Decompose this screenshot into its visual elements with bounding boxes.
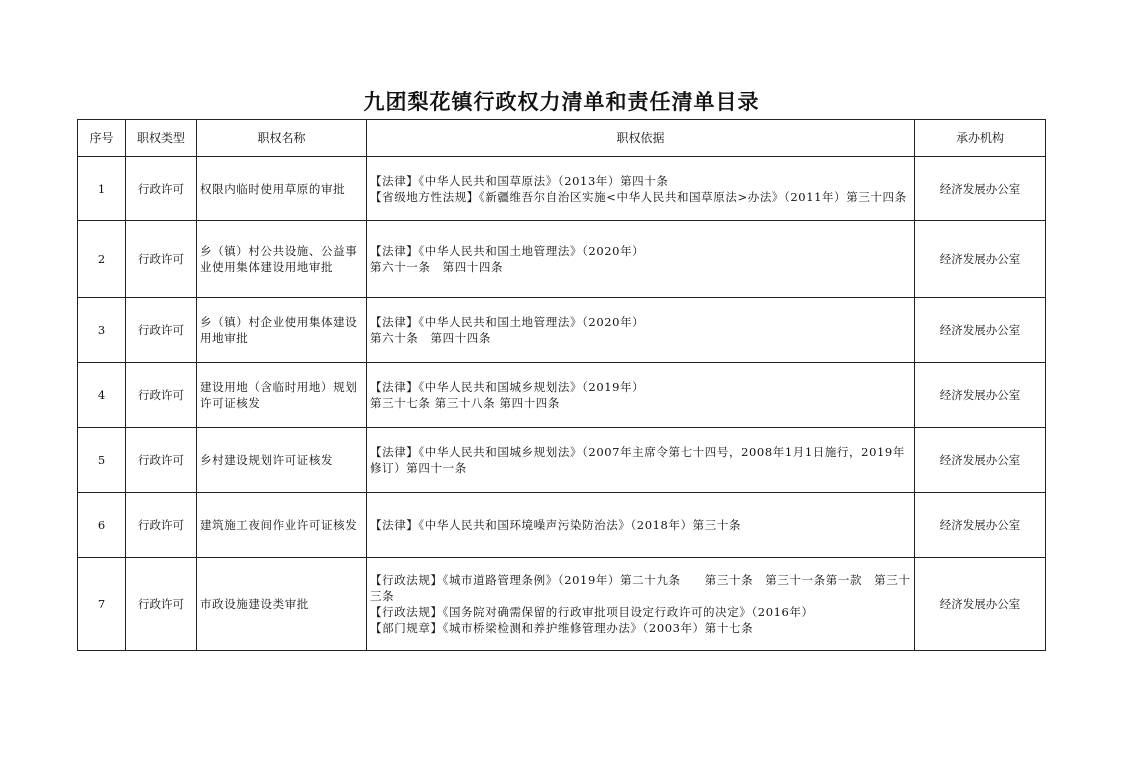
table-row: [78, 428, 1046, 493]
cell-dept: 经济发展办公室: [915, 298, 1046, 363]
cell-dept: 经济发展办公室: [915, 363, 1046, 428]
cell-basis: [367, 221, 915, 298]
cell-dept: 经济发展办公室: [915, 428, 1046, 493]
basis-line: 【省级地方性法规】《新疆维吾尔自治区实施<中华人民共和国草原法>办法》（2011年）第三十四条: [370, 189, 907, 204]
cell-name: 建设用地（含临时用地）规划许可证核发: [197, 363, 367, 428]
cell-dept: 经济发展办公室: [915, 221, 1046, 298]
header-type: 职权类型: [126, 120, 197, 157]
table-row: [78, 298, 1046, 363]
basis-line: 第六十一条 第四十四条: [370, 260, 504, 274]
cell-dept: 经济发展办公室: [915, 558, 1046, 651]
basis-line: 【法律】《中华人民共和国土地管理法》（2020年）: [370, 315, 645, 329]
cell-name: 乡（镇）村企业使用集体建设用地审批: [197, 298, 367, 363]
cell-type: 行政许可: [126, 558, 197, 651]
cell-name: 权限内临时使用草原的审批: [197, 157, 367, 221]
cell-basis: [367, 428, 915, 493]
cell-type: 行政许可: [126, 363, 197, 428]
table-row: [78, 493, 1046, 558]
cell-type: 行政许可: [126, 157, 197, 221]
table-header-row: [78, 120, 1046, 157]
cell-dept: 经济发展办公室: [915, 157, 1046, 221]
cell-basis: [367, 558, 915, 651]
basis-line: 【行政法规】《国务院对确需保留的行政审批项目设定行政许可的决定》（2016年）: [370, 605, 814, 619]
basis-line: 【部门规章】《城市桥梁检测和养护维修管理办法》（2003年）第十七条: [370, 621, 754, 635]
cell-seq: 7: [78, 558, 126, 651]
basis-line: 【法律】《中华人民共和国草原法》（2013年）第四十条: [370, 173, 669, 188]
basis-line: 【法律】《中华人民共和国环境噪声污染防治法》（2018年）第三十条: [370, 518, 742, 532]
cell-seq: 4: [78, 363, 126, 428]
cell-basis: [367, 157, 915, 221]
cell-seq: 5: [78, 428, 126, 493]
basis-line: 第六十条 第四十四条: [370, 331, 491, 345]
cell-seq: 1: [78, 157, 126, 221]
header-basis: 职权依据: [367, 120, 915, 157]
cell-basis: [367, 363, 915, 428]
header-seq: 序号: [78, 120, 126, 157]
basis-line: 【行政法规】《城市道路管理条例》（2019年）第二十九条 第三十条 第三十一条第一款 第三十三条: [370, 573, 911, 603]
cell-name: 乡（镇）村公共设施、公益事业使用集体建设用地审批: [197, 221, 367, 298]
cell-name: 市政设施建设类审批: [197, 558, 367, 651]
basis-line: 【法律】《中华人民共和国城乡规划法》（2019年）: [370, 380, 645, 394]
table-row: [78, 221, 1046, 298]
power-list-table: [77, 119, 1046, 651]
basis-line: 【法律】《中华人民共和国土地管理法》（2020年）: [370, 244, 645, 258]
cell-seq: 2: [78, 221, 126, 298]
table-row: [78, 157, 1046, 221]
basis-line: 【法律】《中华人民共和国城乡规划法》（2007年主席令第七十四号，2008年1月1日施行，2019年修订）第四十一条: [370, 445, 905, 475]
cell-seq: 6: [78, 493, 126, 558]
cell-type: 行政许可: [126, 428, 197, 493]
cell-seq: 3: [78, 298, 126, 363]
cell-type: 行政许可: [126, 493, 197, 558]
header-name: 职权名称: [197, 120, 367, 157]
table-row: [78, 558, 1046, 651]
cell-type: 行政许可: [126, 221, 197, 298]
basis-line: 第三十七条 第三十八条 第四十四条: [370, 396, 561, 410]
cell-name: 乡村建设规划许可证核发: [197, 428, 367, 493]
cell-basis: [367, 493, 915, 558]
header-dept: 承办机构: [915, 120, 1046, 157]
cell-name: 建筑施工夜间作业许可证核发: [197, 493, 367, 558]
cell-basis: [367, 298, 915, 363]
cell-dept: 经济发展办公室: [915, 493, 1046, 558]
table-row: [78, 363, 1046, 428]
cell-type: 行政许可: [126, 298, 197, 363]
page-title: 九团梨花镇行政权力清单和责任清单目录: [363, 89, 760, 114]
